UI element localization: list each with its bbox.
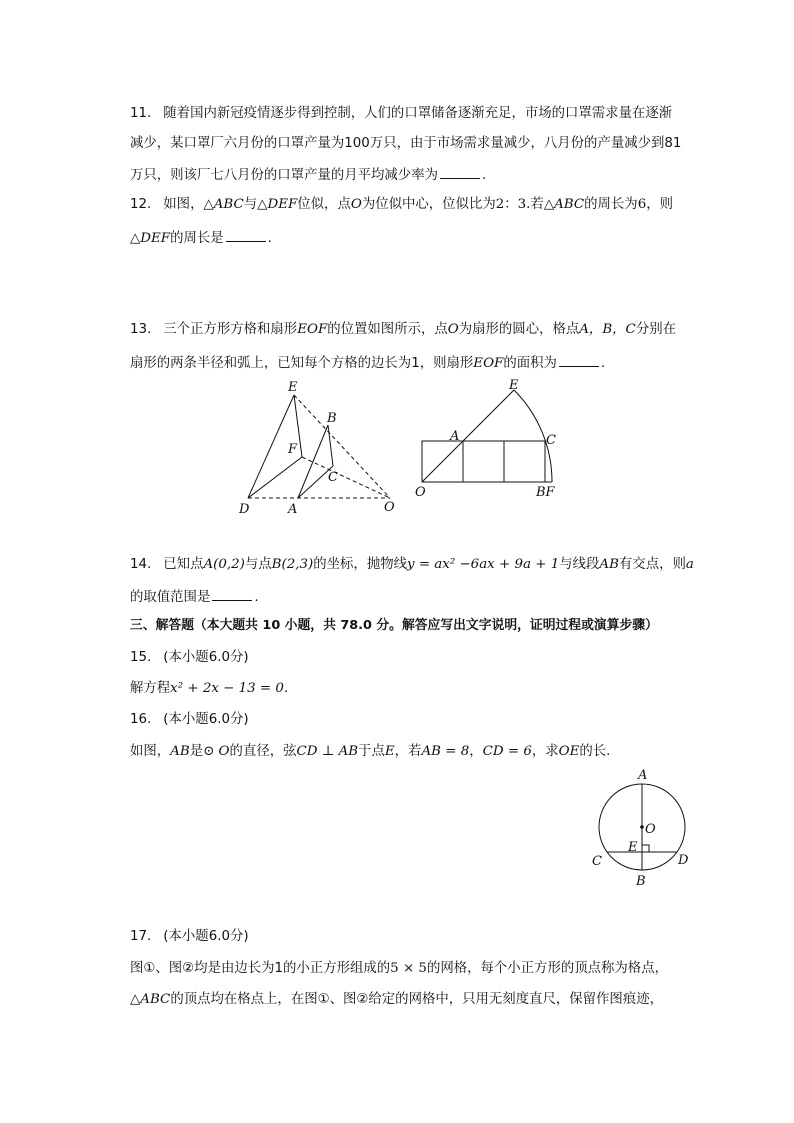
section-3-heading: 三、解答题（本大题共 10 小题，共 78.0 分。解答应写出文字说明，证明过程或演算步骤） [130,618,658,633]
q15-period: . [283,681,289,696]
q13-points-abc: A，B，C [579,322,636,337]
q17-line1 [130,959,668,979]
q13-text: 三个正方形方格和扇形 [163,322,298,337]
segment-eo-dashed [294,395,390,498]
q17-score: (本小题6.0分) [163,929,249,944]
q17-number: 17. [130,929,152,944]
q15-header [130,648,249,668]
label-c: C [328,470,338,485]
label-e: E [628,840,638,855]
q13-line2 [130,352,605,374]
segment-df [248,457,302,498]
q11-period: . [481,168,487,183]
q12-point-o: O [350,197,362,212]
q12-text: 为位似中心，位似比为 [361,197,496,212]
q16-cd-length: CD = 6 [482,744,532,759]
q14-line2 [130,586,259,608]
q14-line1 [130,555,694,575]
label-c: C [546,433,556,448]
q17-text: 的顶点均在格点上，在图①、图②给定的网格中，只用无刻度直尺，保留作图痕迹， [170,992,663,1007]
label-o: O [384,500,395,515]
q14-point-a: A(0,2) [203,557,245,572]
label-e: E [509,378,519,393]
q12-line2 [130,227,272,249]
label-o: O [645,822,656,837]
q13-text: 扇形的两条半径和弧上，已知每个方格的边长为1，则扇形 [130,356,474,371]
q13-text: 的位置如图所示，点 [327,322,448,337]
q12-line1 [130,195,673,215]
q13-number: 13. [130,322,152,337]
right-angle-mark [642,845,649,852]
q12-figure [230,380,410,520]
q12-text: 的周长是 [170,231,224,246]
q17-text: 图①、图②均是由边长为1的小正方形组成的 [130,961,391,976]
q14-answer-blank [212,586,252,601]
q16-header [130,710,249,730]
q16-figure [588,765,708,890]
label-bf: BF [536,485,555,500]
q16-point-e: E [384,744,395,759]
q16-body [130,742,610,762]
q11-answer-blank [440,164,480,179]
q14-segment-ab: AB [599,557,619,572]
q17-text: 的网格，每个小正方形的顶点称为格点， [426,961,668,976]
q16-circle-o: ⊙ O [203,744,230,759]
q16-number: 16. [130,712,152,727]
q16-diameter-ab: AB [170,744,190,759]
q14-period: . [254,590,259,605]
q16-text: 于点 [358,744,385,759]
q16-chord-cd: CD ⊥ AB [296,744,359,759]
q15-body [130,679,288,699]
q14-text: 有交点，则 [618,557,686,572]
q16-text: ，求 [531,744,559,759]
q12-triangle-def: △DEF [130,231,171,246]
q16-text: ， [469,744,483,759]
q12-answer-blank [226,227,266,242]
q14-var-a: a [685,557,694,572]
segment-cb [328,425,333,466]
q13-text: 分别在 [635,322,676,337]
q13-line1 [130,320,676,340]
q12-ratio: 2：3. [495,197,531,212]
q15-number: 15. [130,650,152,665]
q11-text-1: 随着国内新冠疫情逐步得到控制，人们的口罩储备逐渐充足，市场的口罩需求量在逐渐 [163,106,673,121]
q14-parabola: y = ax² −6ax + 9a + 1 [407,557,560,572]
q16-text: ，若 [394,744,422,759]
q13-text: 的面积为 [503,356,557,371]
q12-perimeter: 6 [637,197,647,212]
label-o: O [415,485,426,500]
q13-figure [410,378,570,503]
q14-text: 已知点 [163,557,204,572]
q12-triangle-def: △DEF [257,197,298,212]
q14-text: 的坐标，抛物线 [313,557,407,572]
q11-text-3: 万只，则该厂七八月份的口罩产量的月平均减少率为 [130,168,438,183]
q13-sector-eof: EOF [297,322,328,337]
segment-fo-dashed [302,457,390,498]
q17-triangle-abc: △ABC [130,992,171,1007]
q11-line2 [130,134,681,154]
grid-square-3 [504,441,545,482]
q12-text: 与 [243,197,258,212]
label-e: E [288,380,298,395]
label-a: A [450,429,460,444]
label-d: D [239,502,250,517]
label-f: F [288,442,298,457]
q14-number: 14. [130,557,152,572]
q12-triangle-abc: △ABC [543,197,585,212]
q17-grid-size: 5 × 5 [390,961,427,976]
label-a: A [288,502,298,517]
q16-score: (本小题6.0分) [163,712,249,727]
grid-square-2 [463,441,504,482]
q15-score: (本小题6.0分) [163,650,249,665]
segment-ab [298,425,328,498]
label-b: B [327,411,337,426]
label-c: C [592,854,602,869]
q17-line2 [130,990,663,1010]
q12-text: ，则 [646,197,673,212]
q14-text: 的取值范围是 [130,590,211,605]
q13-sector-eof: EOF [473,356,504,371]
label-b: B [636,874,646,889]
q12-triangle-abc: △ABC [203,197,244,212]
q15-equation: x² + 2x − 13 = 0 [170,681,284,696]
q16-segment-oe: OE [558,744,580,759]
q12-text: 位似，点 [297,197,351,212]
q13-answer-blank [559,352,599,367]
q11-line3 [130,164,486,186]
q12-text: 若 [530,197,544,212]
q16-text: 的直径，弦 [229,744,297,759]
q12-period: . [267,231,272,246]
q11-line1 [130,104,672,124]
q12-text: 的周长为 [584,197,638,212]
q14-text: 与线段 [559,557,600,572]
q13-point-o: O [447,322,459,337]
q13-period: . [600,356,606,371]
label-a: A [638,768,648,783]
q16-ab-length: AB = 8 [421,744,470,759]
q12-number: 12. [130,197,152,212]
q11-text-2: 减少，某口罩厂六月份的口罩产量为100万只，由于市场需求量减少，八月份的产量减少到81 [130,136,682,151]
q16-text: 如图， [130,744,171,759]
q17-header [130,927,249,947]
q12-text: 如图， [163,197,204,212]
radius-oe [422,390,514,482]
q16-text: 是 [189,744,204,759]
q15-text: 解方程 [130,681,171,696]
q13-text: 为扇形的圆心，格点 [458,322,580,337]
q11-number: 11. [130,106,152,121]
center-dot [640,825,644,829]
q14-text: 与点 [244,557,272,572]
label-d: D [678,853,689,868]
q16-text: 的长. [579,744,611,759]
q14-point-b: B(2,3) [271,557,314,572]
